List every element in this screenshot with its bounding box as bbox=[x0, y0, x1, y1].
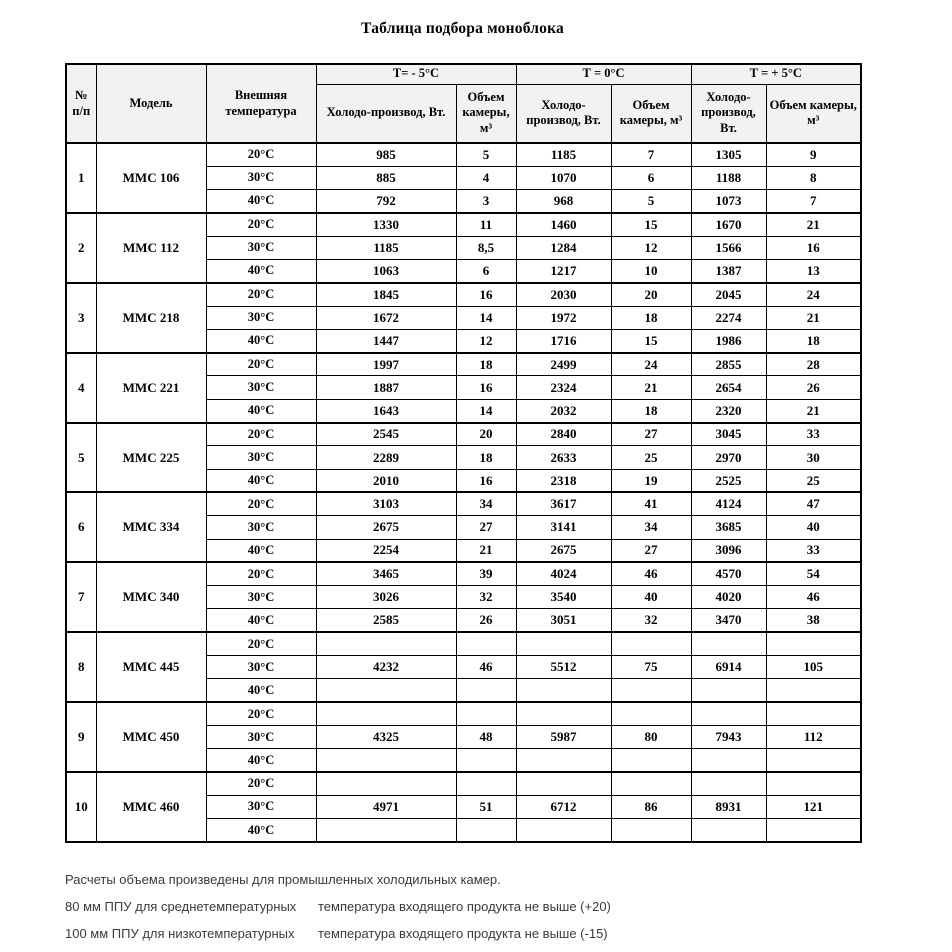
cell-value bbox=[516, 819, 611, 842]
cell-value: 3051 bbox=[516, 609, 611, 632]
cell-value: 4024 bbox=[516, 562, 611, 585]
cell-value: 792 bbox=[316, 190, 456, 213]
cell-temp: 20°С bbox=[206, 353, 316, 376]
table-row bbox=[66, 213, 861, 236]
col-header-capacity-minus5: Холодо-производ, Вт. bbox=[316, 84, 456, 143]
cell-temp: 20°С bbox=[206, 423, 316, 446]
cell-value: 121 bbox=[766, 795, 861, 818]
cell-value: 24 bbox=[611, 353, 691, 376]
table-header bbox=[66, 64, 861, 143]
cell-value: 1284 bbox=[516, 236, 611, 259]
cell-value: 2318 bbox=[516, 469, 611, 492]
cell-value: 46 bbox=[456, 656, 516, 679]
cell-model: ММС 112 bbox=[96, 213, 206, 283]
cell-value bbox=[316, 632, 456, 655]
cell-num: 5 bbox=[66, 423, 96, 493]
cell-value: 12 bbox=[456, 329, 516, 352]
cell-value: 4971 bbox=[316, 795, 456, 818]
cell-temp: 30°С bbox=[206, 166, 316, 189]
cell-value: 3141 bbox=[516, 516, 611, 539]
cell-model: ММС 460 bbox=[96, 772, 206, 842]
cell-value bbox=[691, 702, 766, 725]
cell-model: ММС 445 bbox=[96, 632, 206, 702]
col-header-num: № п/п bbox=[66, 64, 96, 143]
cell-value: 105 bbox=[766, 656, 861, 679]
cell-value: 38 bbox=[766, 609, 861, 632]
cell-value bbox=[456, 632, 516, 655]
cell-value: 32 bbox=[456, 586, 516, 609]
cell-value: 13 bbox=[766, 259, 861, 282]
cell-value: 75 bbox=[611, 656, 691, 679]
col-header-model: Модель bbox=[96, 64, 206, 143]
col-header-volume-minus5: Объем камеры, м³ bbox=[456, 84, 516, 143]
table-row bbox=[66, 632, 861, 655]
cell-value: 21 bbox=[611, 376, 691, 399]
cell-value: 46 bbox=[611, 562, 691, 585]
cell-value: 1460 bbox=[516, 213, 611, 236]
cell-value: 21 bbox=[456, 539, 516, 562]
cell-value: 3685 bbox=[691, 516, 766, 539]
cell-value: 1672 bbox=[316, 306, 456, 329]
col-header-volume-zero: Объем камеры, м³ bbox=[611, 84, 691, 143]
cell-value: 3470 bbox=[691, 609, 766, 632]
cell-value: 2289 bbox=[316, 446, 456, 469]
cell-temp: 20°С bbox=[206, 283, 316, 306]
cell-temp: 40°С bbox=[206, 819, 316, 842]
cell-value: 1986 bbox=[691, 329, 766, 352]
cell-value bbox=[611, 819, 691, 842]
cell-value: 6 bbox=[611, 166, 691, 189]
cell-value: 16 bbox=[456, 376, 516, 399]
cell-temp: 40°С bbox=[206, 469, 316, 492]
cell-value: 3540 bbox=[516, 586, 611, 609]
table-body bbox=[66, 143, 861, 842]
footer-note-mid-temp-right: температура входящего продукта не выше (+20) bbox=[318, 898, 611, 914]
cell-value: 7 bbox=[766, 190, 861, 213]
cell-value: 26 bbox=[456, 609, 516, 632]
cell-value: 1188 bbox=[691, 166, 766, 189]
footer-note-calculations bbox=[65, 871, 952, 889]
cell-value: 48 bbox=[456, 725, 516, 748]
cell-num: 2 bbox=[66, 213, 96, 283]
footer-notes bbox=[65, 871, 952, 943]
cell-value: 1972 bbox=[516, 306, 611, 329]
header-group-row bbox=[66, 64, 861, 84]
cell-value bbox=[516, 702, 611, 725]
cell-value: 2675 bbox=[316, 516, 456, 539]
cell-temp: 30°С bbox=[206, 516, 316, 539]
cell-value: 1997 bbox=[316, 353, 456, 376]
cell-temp: 20°С bbox=[206, 143, 316, 166]
cell-value: 11 bbox=[456, 213, 516, 236]
cell-value: 1305 bbox=[691, 143, 766, 166]
cell-value: 2045 bbox=[691, 283, 766, 306]
cell-value: 12 bbox=[611, 236, 691, 259]
cell-value: 2633 bbox=[516, 446, 611, 469]
footer-note-mid-temp-left: 80 мм ППУ для среднетемпературных bbox=[65, 898, 297, 914]
cell-value: 21 bbox=[766, 213, 861, 236]
cell-value: 18 bbox=[766, 329, 861, 352]
cell-value: 1643 bbox=[316, 399, 456, 422]
cell-value: 33 bbox=[766, 423, 861, 446]
cell-model: ММС 450 bbox=[96, 702, 206, 772]
cell-value: 3465 bbox=[316, 562, 456, 585]
cell-value: 2545 bbox=[316, 423, 456, 446]
table-row bbox=[66, 772, 861, 795]
cell-value bbox=[766, 702, 861, 725]
cell-temp: 20°С bbox=[206, 772, 316, 795]
cell-num: 1 bbox=[66, 143, 96, 213]
cell-value: 3 bbox=[456, 190, 516, 213]
cell-value bbox=[516, 749, 611, 772]
cell-value: 1447 bbox=[316, 329, 456, 352]
cell-value: 2525 bbox=[691, 469, 766, 492]
cell-value: 51 bbox=[456, 795, 516, 818]
cell-temp: 40°С bbox=[206, 399, 316, 422]
cell-value bbox=[316, 749, 456, 772]
cell-value: 4124 bbox=[691, 492, 766, 515]
cell-value: 6 bbox=[456, 259, 516, 282]
table-row bbox=[66, 492, 861, 515]
cell-num: 3 bbox=[66, 283, 96, 353]
cell-value: 47 bbox=[766, 492, 861, 515]
cell-value: 18 bbox=[611, 306, 691, 329]
cell-value: 15 bbox=[611, 329, 691, 352]
cell-value: 4325 bbox=[316, 725, 456, 748]
cell-model: ММС 225 bbox=[96, 423, 206, 493]
col-header-volume-plus5: Объем камеры, м³ bbox=[766, 84, 861, 143]
cell-value: 885 bbox=[316, 166, 456, 189]
cell-value: 1070 bbox=[516, 166, 611, 189]
cell-value: 9 bbox=[766, 143, 861, 166]
cell-value bbox=[516, 772, 611, 795]
cell-value bbox=[611, 632, 691, 655]
cell-value: 3617 bbox=[516, 492, 611, 515]
cell-value: 4570 bbox=[691, 562, 766, 585]
cell-temp: 30°С bbox=[206, 446, 316, 469]
cell-model: ММС 334 bbox=[96, 492, 206, 562]
cell-value: 1845 bbox=[316, 283, 456, 306]
cell-value: 2840 bbox=[516, 423, 611, 446]
table-row bbox=[66, 143, 861, 166]
cell-temp: 30°С bbox=[206, 376, 316, 399]
cell-value: 16 bbox=[456, 469, 516, 492]
cell-temp: 20°С bbox=[206, 492, 316, 515]
cell-temp: 20°С bbox=[206, 213, 316, 236]
cell-value: 14 bbox=[456, 306, 516, 329]
cell-value: 7943 bbox=[691, 725, 766, 748]
cell-temp: 30°С bbox=[206, 306, 316, 329]
cell-value bbox=[316, 772, 456, 795]
cell-value bbox=[611, 679, 691, 702]
cell-value: 2254 bbox=[316, 539, 456, 562]
cell-value bbox=[316, 819, 456, 842]
cell-value: 39 bbox=[456, 562, 516, 585]
cell-model: ММС 218 bbox=[96, 283, 206, 353]
cell-temp: 30°С bbox=[206, 725, 316, 748]
cell-value: 8931 bbox=[691, 795, 766, 818]
cell-value: 24 bbox=[766, 283, 861, 306]
cell-value: 4232 bbox=[316, 656, 456, 679]
footer-note-low-temp bbox=[65, 925, 952, 943]
cell-temp: 20°С bbox=[206, 562, 316, 585]
cell-value bbox=[691, 772, 766, 795]
cell-value bbox=[456, 679, 516, 702]
cell-temp: 40°С bbox=[206, 679, 316, 702]
cell-value: 19 bbox=[611, 469, 691, 492]
cell-value: 86 bbox=[611, 795, 691, 818]
cell-value: 18 bbox=[456, 446, 516, 469]
cell-value: 2654 bbox=[691, 376, 766, 399]
cell-temp: 30°С bbox=[206, 656, 316, 679]
cell-num: 9 bbox=[66, 702, 96, 772]
cell-value: 3103 bbox=[316, 492, 456, 515]
cell-value: 6914 bbox=[691, 656, 766, 679]
col-header-capacity-plus5: Холодо-производ, Вт. bbox=[691, 84, 766, 143]
cell-value: 27 bbox=[611, 423, 691, 446]
cell-value: 40 bbox=[611, 586, 691, 609]
cell-value: 27 bbox=[611, 539, 691, 562]
cell-value: 18 bbox=[611, 399, 691, 422]
cell-value: 25 bbox=[766, 469, 861, 492]
cell-value: 1063 bbox=[316, 259, 456, 282]
cell-value: 21 bbox=[766, 306, 861, 329]
footer-note-mid-temp bbox=[65, 898, 952, 916]
cell-value: 2499 bbox=[516, 353, 611, 376]
cell-value bbox=[316, 702, 456, 725]
cell-value: 26 bbox=[766, 376, 861, 399]
cell-temp: 20°С bbox=[206, 632, 316, 655]
group-header-plus5: Т = + 5°С bbox=[691, 64, 861, 84]
cell-model: ММС 221 bbox=[96, 353, 206, 423]
cell-value: 80 bbox=[611, 725, 691, 748]
footer-note-low-temp-left: 100 мм ППУ для низкотемпературных bbox=[65, 925, 295, 941]
cell-value: 1566 bbox=[691, 236, 766, 259]
cell-temp: 40°С bbox=[206, 749, 316, 772]
cell-value: 1887 bbox=[316, 376, 456, 399]
group-header-zero: Т = 0°С bbox=[516, 64, 691, 84]
cell-value: 30 bbox=[766, 446, 861, 469]
cell-value: 8 bbox=[766, 166, 861, 189]
cell-temp: 20°С bbox=[206, 702, 316, 725]
cell-value: 33 bbox=[766, 539, 861, 562]
cell-value: 10 bbox=[611, 259, 691, 282]
cell-value: 5987 bbox=[516, 725, 611, 748]
cell-temp: 40°С bbox=[206, 609, 316, 632]
cell-value bbox=[766, 749, 861, 772]
cell-value bbox=[691, 819, 766, 842]
cell-value: 1073 bbox=[691, 190, 766, 213]
cell-value bbox=[691, 749, 766, 772]
table-row bbox=[66, 353, 861, 376]
cell-value: 5512 bbox=[516, 656, 611, 679]
cell-value: 968 bbox=[516, 190, 611, 213]
cell-value: 1217 bbox=[516, 259, 611, 282]
cell-num: 6 bbox=[66, 492, 96, 562]
cell-value bbox=[456, 819, 516, 842]
cell-value: 27 bbox=[456, 516, 516, 539]
cell-temp: 40°С bbox=[206, 259, 316, 282]
cell-value bbox=[611, 772, 691, 795]
cell-value: 1387 bbox=[691, 259, 766, 282]
cell-num: 8 bbox=[66, 632, 96, 702]
cell-value: 7 bbox=[611, 143, 691, 166]
cell-value: 28 bbox=[766, 353, 861, 376]
cell-value: 3096 bbox=[691, 539, 766, 562]
cell-value bbox=[766, 632, 861, 655]
cell-value bbox=[456, 772, 516, 795]
cell-value: 2274 bbox=[691, 306, 766, 329]
cell-value bbox=[611, 749, 691, 772]
cell-value: 3045 bbox=[691, 423, 766, 446]
cell-model: ММС 340 bbox=[96, 562, 206, 632]
cell-value: 21 bbox=[766, 399, 861, 422]
cell-num: 7 bbox=[66, 562, 96, 632]
cell-temp: 40°С bbox=[206, 190, 316, 213]
cell-value bbox=[766, 679, 861, 702]
cell-value: 2585 bbox=[316, 609, 456, 632]
cell-value: 54 bbox=[766, 562, 861, 585]
cell-value bbox=[691, 632, 766, 655]
cell-value: 8,5 bbox=[456, 236, 516, 259]
cell-value: 2855 bbox=[691, 353, 766, 376]
footer-note-calculations-text: Расчеты объема произведены для промышленных холодильных камер. bbox=[65, 871, 501, 887]
footer-note-low-temp-right: температура входящего продукта не выше (-15) bbox=[318, 925, 608, 941]
group-header-minus5: Т= - 5°С bbox=[316, 64, 516, 84]
cell-value: 14 bbox=[456, 399, 516, 422]
cell-value: 20 bbox=[456, 423, 516, 446]
cell-value: 40 bbox=[766, 516, 861, 539]
cell-value: 2970 bbox=[691, 446, 766, 469]
cell-value bbox=[516, 632, 611, 655]
cell-value: 18 bbox=[456, 353, 516, 376]
cell-value: 34 bbox=[611, 516, 691, 539]
cell-value: 2032 bbox=[516, 399, 611, 422]
cell-value: 4 bbox=[456, 166, 516, 189]
cell-temp: 40°С bbox=[206, 329, 316, 352]
cell-value: 1330 bbox=[316, 213, 456, 236]
cell-value: 25 bbox=[611, 446, 691, 469]
col-header-ext-temp: Внешняя температура bbox=[206, 64, 316, 143]
cell-value: 2320 bbox=[691, 399, 766, 422]
cell-value: 985 bbox=[316, 143, 456, 166]
cell-value: 2675 bbox=[516, 539, 611, 562]
cell-value: 16 bbox=[456, 283, 516, 306]
cell-value bbox=[691, 679, 766, 702]
cell-value: 15 bbox=[611, 213, 691, 236]
selection-table bbox=[65, 63, 862, 843]
cell-value bbox=[766, 772, 861, 795]
cell-temp: 30°С bbox=[206, 236, 316, 259]
cell-value: 32 bbox=[611, 609, 691, 632]
cell-value: 2324 bbox=[516, 376, 611, 399]
cell-value: 5 bbox=[456, 143, 516, 166]
cell-value: 1185 bbox=[516, 143, 611, 166]
cell-value: 1670 bbox=[691, 213, 766, 236]
cell-temp: 40°С bbox=[206, 539, 316, 562]
page-title: Таблица подбора моноблока bbox=[361, 20, 564, 37]
cell-value bbox=[516, 679, 611, 702]
cell-value: 41 bbox=[611, 492, 691, 515]
table-row bbox=[66, 702, 861, 725]
table-row bbox=[66, 562, 861, 585]
cell-value bbox=[456, 749, 516, 772]
cell-value: 112 bbox=[766, 725, 861, 748]
cell-num: 4 bbox=[66, 353, 96, 423]
cell-value: 20 bbox=[611, 283, 691, 306]
cell-value: 4020 bbox=[691, 586, 766, 609]
cell-model: ММС 106 bbox=[96, 143, 206, 213]
cell-value bbox=[456, 702, 516, 725]
cell-value: 1716 bbox=[516, 329, 611, 352]
cell-value: 34 bbox=[456, 492, 516, 515]
cell-num: 10 bbox=[66, 772, 96, 842]
cell-temp: 30°С bbox=[206, 586, 316, 609]
cell-value bbox=[611, 702, 691, 725]
cell-temp: 30°С bbox=[206, 795, 316, 818]
cell-value: 2030 bbox=[516, 283, 611, 306]
cell-value: 6712 bbox=[516, 795, 611, 818]
col-header-capacity-zero: Холодо-производ, Вт. bbox=[516, 84, 611, 143]
cell-value bbox=[766, 819, 861, 842]
cell-value: 16 bbox=[766, 236, 861, 259]
cell-value: 5 bbox=[611, 190, 691, 213]
cell-value bbox=[316, 679, 456, 702]
cell-value: 1185 bbox=[316, 236, 456, 259]
cell-value: 46 bbox=[766, 586, 861, 609]
cell-value: 3026 bbox=[316, 586, 456, 609]
table-row bbox=[66, 283, 861, 306]
cell-value: 2010 bbox=[316, 469, 456, 492]
table-row bbox=[66, 423, 861, 446]
